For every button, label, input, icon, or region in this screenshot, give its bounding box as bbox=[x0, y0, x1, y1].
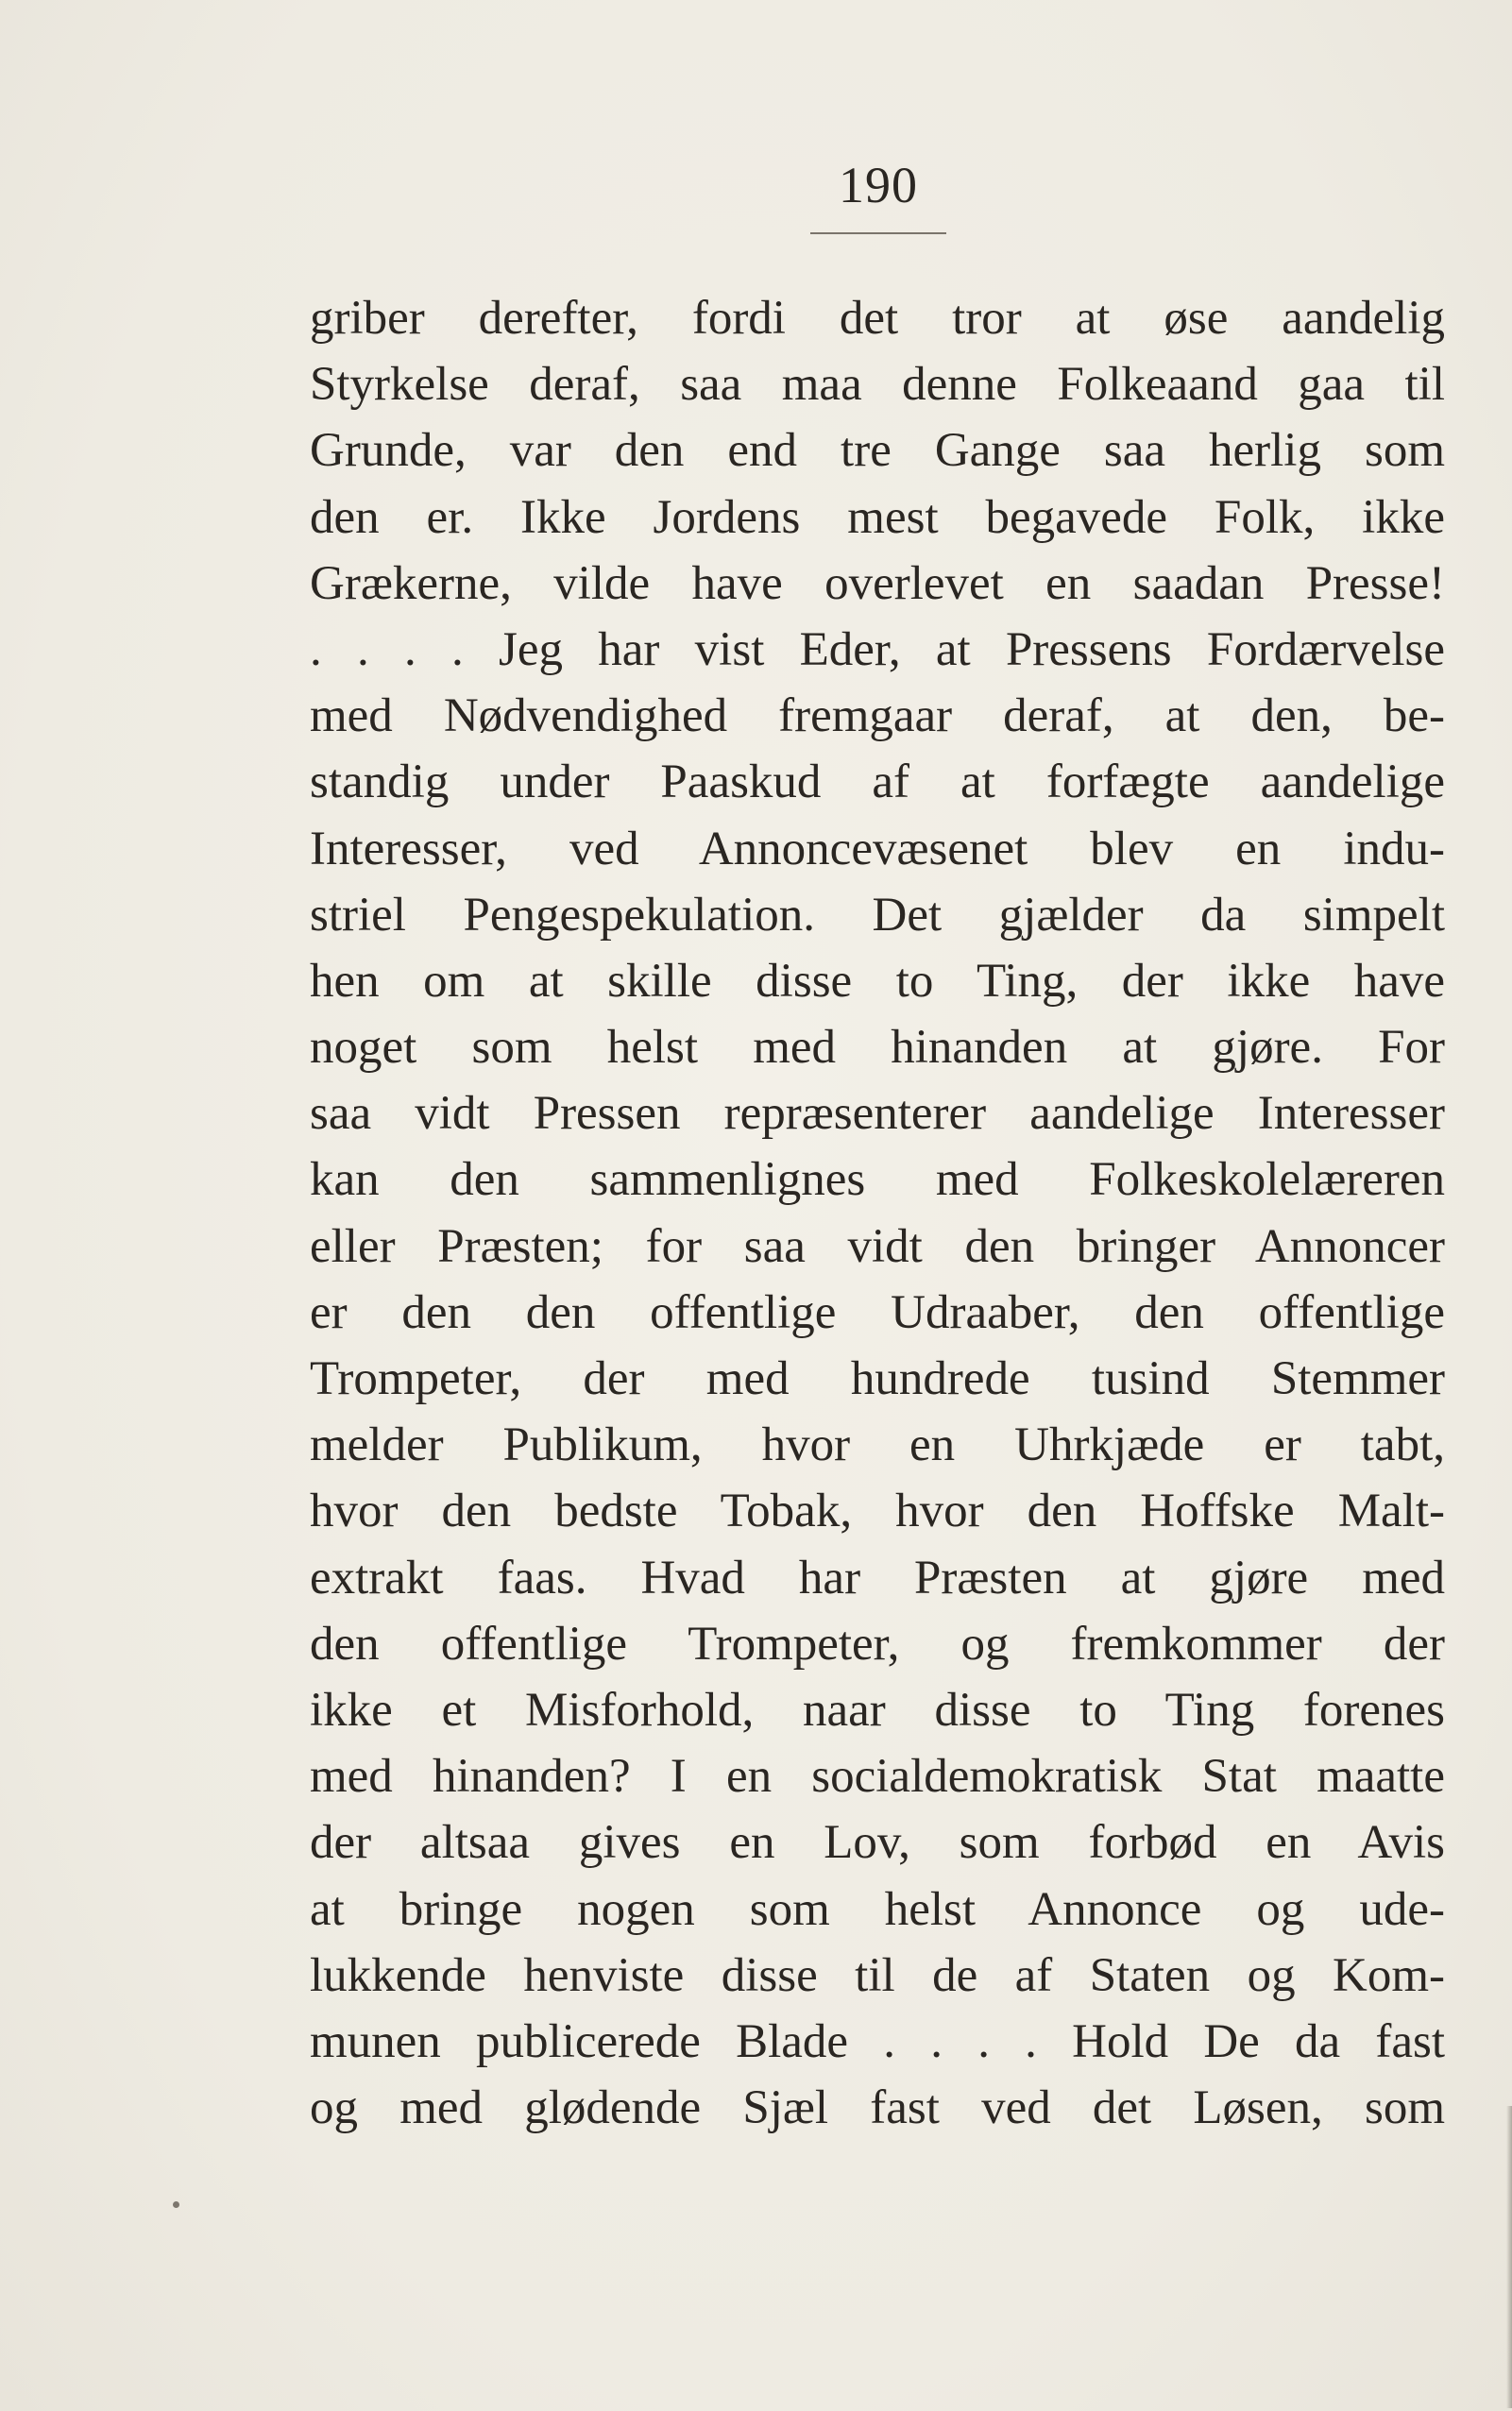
text-line: standig under Paaskud af at forfægte aandelige bbox=[310, 756, 1445, 809]
text-line: der altsaa gives en Lov, som forbød en Avis bbox=[310, 1816, 1445, 1870]
text-line: Grunde, var den end tre Gange saa herlig som bbox=[310, 424, 1445, 478]
text-line: Trompeter, der med hundrede tusind Stemmer bbox=[310, 1352, 1445, 1405]
paper-speck bbox=[173, 2201, 179, 2208]
page-edge-shadow bbox=[1506, 2106, 1512, 2408]
text-line: extrakt faas. Hvad har Præsten at gjøre med bbox=[310, 1551, 1445, 1605]
text-line: striel Pengespekulation. Det gjælder da simpelt bbox=[310, 888, 1445, 942]
text-line: hvor den bedste Tobak, hvor den Hoffske Malt- bbox=[310, 1485, 1445, 1538]
text-line: eller Præsten; for saa vidt den bringer Annoncer bbox=[310, 1219, 1445, 1273]
text-line: den offentlige Trompeter, og fremkommer der bbox=[310, 1617, 1445, 1671]
page-number: 190 bbox=[839, 157, 918, 213]
text-line: og med glødende Sjæl fast ved det Løsen, som bbox=[310, 2081, 1445, 2135]
text-line: den er. Ikke Jordens mest begavede Folk, ikke bbox=[310, 490, 1445, 544]
body-text bbox=[310, 285, 1445, 2141]
text-line: er den den offentlige Udraaber, den offentlige bbox=[310, 1285, 1445, 1339]
text-line: melder Publikum, hvor en Uhrkjæde er tabt, bbox=[310, 1418, 1445, 1472]
text-line: med hinanden? I en socialdemokratisk Stat maatte bbox=[310, 1750, 1445, 1804]
text-line: hen om at skille disse to Ting, der ikke have bbox=[310, 954, 1445, 1008]
text-line: Interesser, ved Annoncevæsenet blev en indu- bbox=[310, 822, 1445, 875]
text-line: noget som helst med hinanden at gjøre. For bbox=[310, 1021, 1445, 1075]
page-number-rule bbox=[810, 232, 946, 234]
text-line: griber derefter, fordi det tror at øse aandelig bbox=[310, 292, 1445, 345]
text-line: saa vidt Pressen repræsenterer aandelige Interesser bbox=[310, 1087, 1445, 1141]
text-line: med Nødvendighed fremgaar deraf, at den, be- bbox=[310, 689, 1445, 743]
text-line: Grækerne, vilde have overlevet en saadan Presse! bbox=[310, 556, 1445, 610]
text-line: Styrkelse deraf, saa maa denne Folkeaand gaa til bbox=[310, 358, 1445, 412]
text-line: . . . . Jeg har vist Eder, at Pressens Fordærvelse bbox=[310, 622, 1445, 676]
text-line: ikke et Misforhold, naar disse to Ting forenes bbox=[310, 1683, 1445, 1737]
text-line: at bringe nogen som helst Annonce og ude- bbox=[310, 1882, 1445, 1936]
text-line: lukkende henviste disse til de af Staten og Kom- bbox=[310, 1948, 1445, 2002]
text-line: kan den sammenlignes med Folkeskolelæreren bbox=[310, 1153, 1445, 1207]
text-line: munen publicerede Blade . . . . Hold De da fast bbox=[310, 2014, 1445, 2068]
